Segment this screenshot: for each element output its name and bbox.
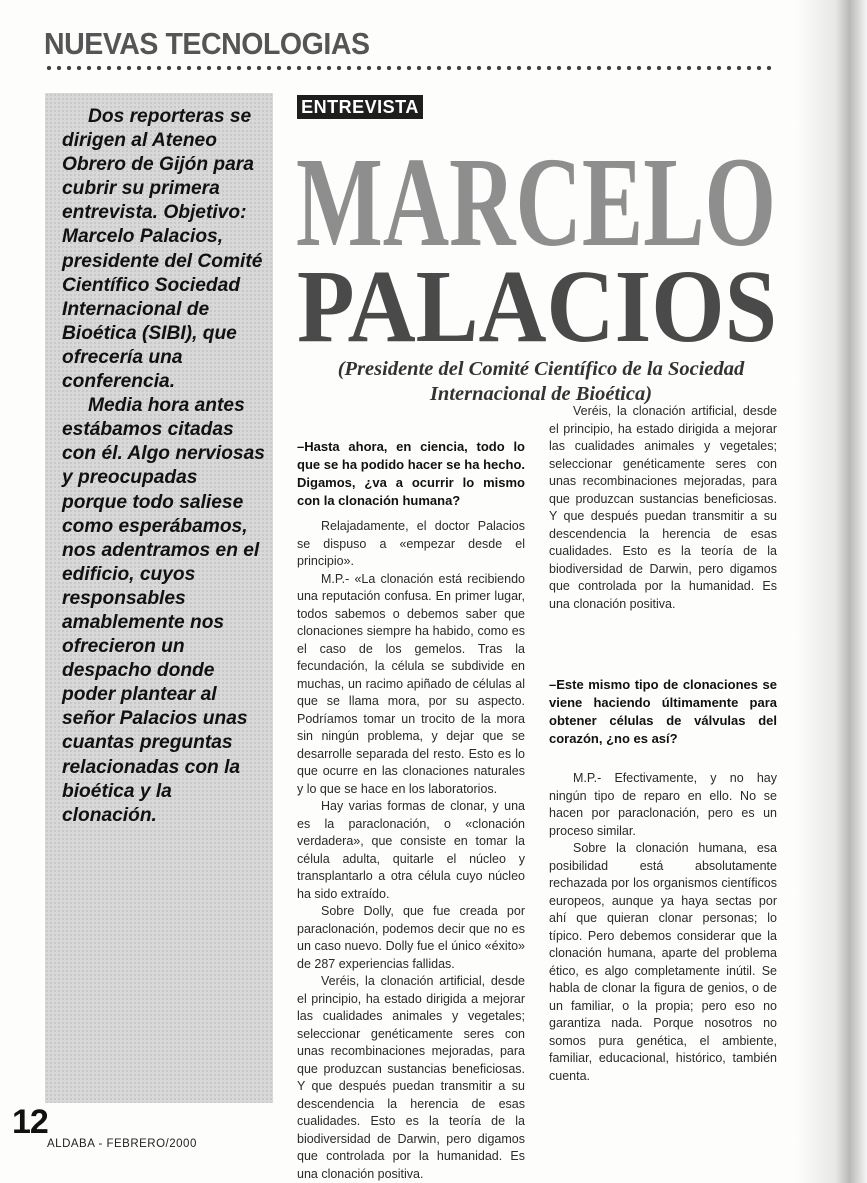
- intro-paragraph-2: Media hora antes estábamos citadas con él. Algo nerviosas y preocupadas porque todo saliese como esperábamos, nos adentramos en el edificio, cuyos responsables amablemente nos ofrecieron un despacho donde poder plantear al señor Palacios unas cuantas preguntas relacionadas con la bioética y la clonación.: [62, 395, 265, 826]
- article-paragraph: Relajadamente, el doctor Palacios se dispuso a «empezar desde el principio».: [297, 519, 525, 568]
- article-paragraph: Hay varias formas de clonar, y una es la paraclonación, o «clonación verdadera», que consiste en tomar la célula adulta, quitarle el núcleo y transplantarlo a otra célula cuyo núcleo ha sido extraído.: [297, 799, 525, 901]
- intro-sidebar-text: [62, 105, 267, 828]
- intro-paragraph-1: Dos reporteras se dirigen al Ateneo Obrero de Gijón para cubrir su primera entrevista. Objetivo: Marcelo Palacios, presidente del Comité Científico Sociedad Internacional de Bioética (SIBI), que ofrecería una conferencia.: [62, 106, 263, 393]
- footer-publication: ALDABA - FEBRERO/2000: [47, 1138, 197, 1150]
- article-paragraph: M.P.- «La clonación está recibiendo una reputación confusa. En primer lugar, todos sabemos o debemos saber que clonaciones siempre ha habido, como es el caso de los gemelos. Tras la fecundación, la célula se subdivide en muchas, un racimo apiñado de células al que se llama mora, por su aspecto. Podríamos tomar un trocito de la mora sin ningún problema, y dejar que se desarrolle separada del resto. Esto es lo que ocurre en las clonaciones naturales y lo que se hace en los laboratorios.: [297, 571, 525, 796]
- headline-subtitle: (Presidente del Comité Científico de la Sociedad Internacional de Bioética): [337, 358, 745, 405]
- section-title: NUEVAS TECNOLOGIAS: [44, 26, 370, 61]
- article-paragraph: Veréis, la clonación artificial, desde el principio, ha estado dirigida a mejorar las cualidades animales y vegetales; seleccionar genéticamente seres con unas recombinaciones mejoradas, para que produzcan sustancias beneficiosas. Y que después puedan transmitir a su descendencia la herencia de esas cualidades. Esto es la teoría de la biodiversidad de Darwin, pero digamos que controlada por la humanidad. Es una clonación positiva.: [297, 974, 525, 1181]
- headline-last-name-text: PALACIOS: [297, 249, 777, 364]
- headline-last-name: [295, 249, 780, 364]
- page-binding-shadow: [797, 0, 867, 1183]
- article-paragraph: Sobre la clonación humana, esa posibilidad está absolutamente rechazada por los organismos científicos europeos, aunque ya haya sectas por ahí que quieran clonar personas; lo típico. Pero debemos considerar que la clonación humana, aparte del problema ético, es algo completamente inútil. Se habla de clonar la figura de genios, o de un familiar, o la propia; pero eso no garantiza nada. Porque nosotros no somos pura genética, el ambiente, familiar, educacional, histórico, también cuenta.: [549, 841, 777, 1083]
- article-column-1: [297, 438, 525, 1181]
- dotted-divider: [44, 64, 776, 72]
- question-2: –Este mismo tipo de clonaciones se viene haciendo últimamente para obtener células de válvulas del corazón, ¿no es así?: [549, 677, 777, 746]
- page-number: 12: [12, 1103, 48, 1141]
- headline-first-name-text: MARCELO: [296, 131, 776, 273]
- article-column-2: [549, 404, 777, 1085]
- interview-tag: ENTREVISTA: [297, 95, 423, 119]
- article-paragraph: Sobre Dolly, que fue creada por paraclonación, podemos decir que no es un caso nuevo. Dolly fue el único «éxito» de 287 experiencias fallidas.: [297, 904, 525, 971]
- article-paragraph: M.P.- Efectivamente, y no hay ningún tipo de reparo en ello. No se hacen por paraclonación, pero es un proceso similar.: [549, 771, 777, 838]
- article-paragraph-continued: Veréis, la clonación artificial, desde el principio, ha estado dirigida a mejorar las cualidades animales y vegetales; seleccionar genéticamente seres con unas recombinaciones mejoradas, para que produzcan sustancias beneficiosas. Y que después puedan transmitir a su descendencia la herencia de esas cualidades. Esto es la teoría de la biodiversidad de Darwin, pero digamos que controlada por la humanidad. Es una clonación positiva.: [549, 404, 777, 611]
- question-1: –Hasta ahora, en ciencia, todo lo que se ha podido hacer se ha hecho. Digamos, ¿va a ocurrir lo mismo con la clonación humana?: [297, 439, 525, 508]
